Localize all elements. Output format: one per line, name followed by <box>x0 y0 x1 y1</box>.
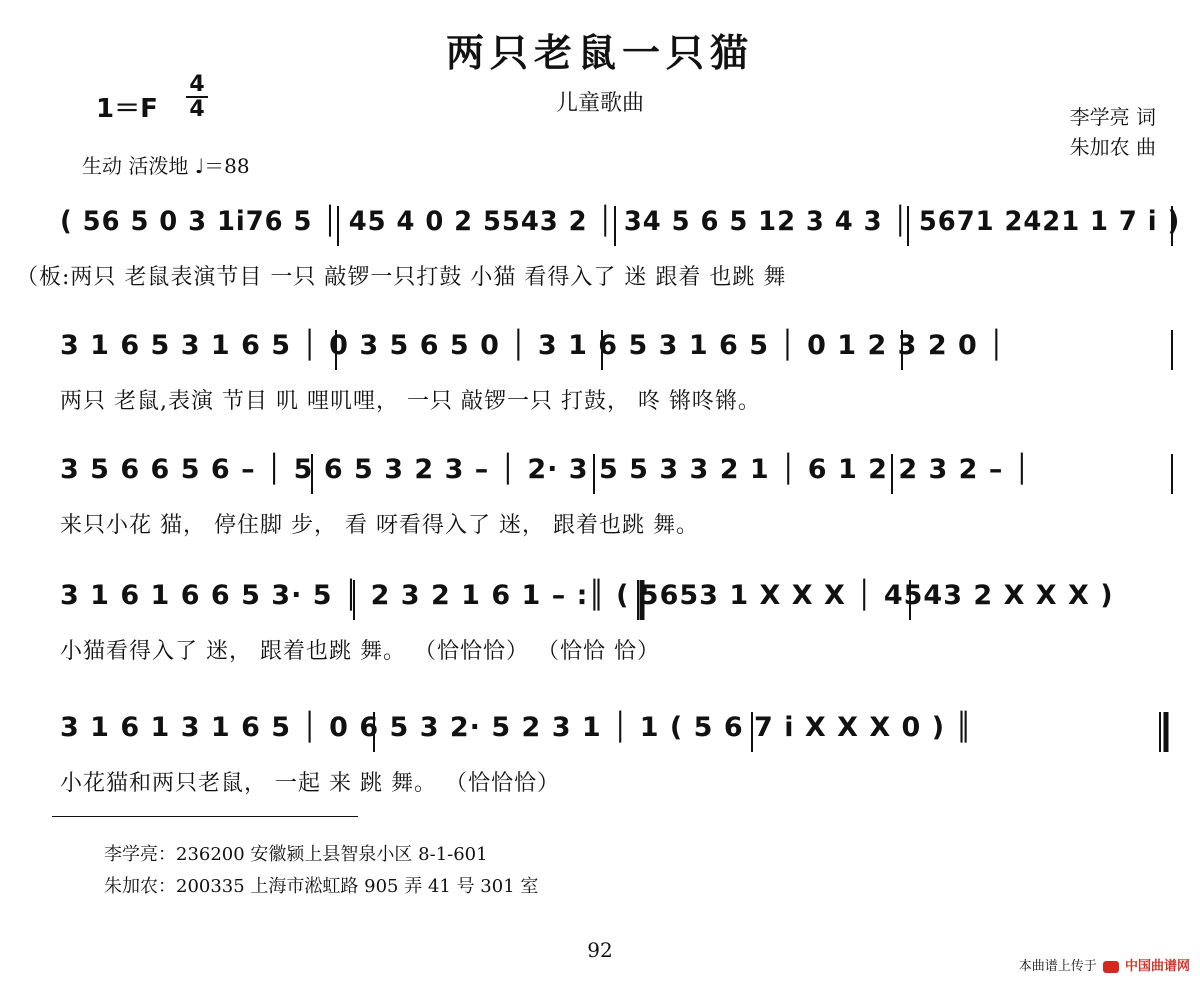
key-signature: 1＝F <box>96 94 158 124</box>
lyrics-line-5: 小花猫和两只老鼠， 一起 来 跳 舞。 （恰恰恰） <box>60 771 560 796</box>
staff-line-2 <box>60 330 1180 430</box>
staff-line-4 <box>60 580 1180 680</box>
time-signature <box>186 74 208 120</box>
time-signature-top: 4 <box>189 72 205 97</box>
notation-line-1: ( 56 5 0 3 1i76 5 │ 45 4 0 2 5543 2 │ 34 5 6 5 12 3 4 3 │ 5671 2421 1 7 i ) <box>60 206 1181 237</box>
staff-line-5 <box>60 712 1180 812</box>
notation-line-5: 3 1 6 1 3 1 6 5 │ 0 6 5 3 2· 5 2 3 1 │ 1 ( 5 6 7 i X X X 0 ) ║ <box>60 712 973 743</box>
lyricist-credit: 李学亮 词 <box>1069 105 1156 129</box>
page-number: 92 <box>587 938 613 962</box>
staff-line-3 <box>60 454 1180 554</box>
footnote-divider <box>52 816 358 817</box>
song-genre: 儿童歌曲 <box>555 91 644 116</box>
notation-line-4: 3 1 6 1 6 6 5 3· 5 │ 2 3 2 1 6 1 – :║ ( 5653 1 X X X │ 4543 2 X X X ) <box>60 580 1114 611</box>
lyrics-line-3: 来只小花 猫， 停住脚 步， 看 呀看得入了 迷， 跟着也跳 舞。 <box>60 513 699 538</box>
lyrics-line-4: 小猫看得入了 迷， 跟着也跳 舞。 （恰恰恰） （恰恰 恰） <box>60 639 660 664</box>
notation-line-2: 3 1 6 5 3 1 6 5 │ 0 3 5 6 5 0 │ 3 1 6 5 3 1 6 5 │ 0 1 2 3 2 0 │ <box>60 330 1006 361</box>
site-name: 中国曲谱网 <box>1124 959 1190 974</box>
time-signature-bottom: 4 <box>189 97 205 122</box>
lyrics-line-1: （板:两只 老鼠表演节目 一只 敲锣一只打鼓 小猫 看得入了 迷 跟着 也跳 舞 <box>16 265 787 290</box>
composer-address: 朱加农：200335 上海市淞虹路 905 弄 41 号 301 室 <box>104 876 539 897</box>
notation-line-3: 3 5 6 6 5 6 – │ 5 6 5 3 2 3 – │ 2· 3 5 5 3 3 2 1 │ 6 1 2 2 3 2 – │ <box>60 454 1032 485</box>
lyricist-address: 李学亮：236200 安徽颍上县智泉小区 8-1-601 <box>104 844 488 865</box>
staff-line-1 <box>16 206 1181 306</box>
site-logo-icon <box>1103 961 1119 973</box>
upload-prefix: 本曲谱上传于 <box>1018 959 1097 974</box>
song-title: 两只老鼠一只猫 <box>445 30 754 75</box>
composer-credit: 朱加农 曲 <box>1069 135 1156 159</box>
lyrics-line-2: 两只 老鼠,表演 节目 叽 哩叽哩， 一只 敲锣一只 打鼓， 咚 锵咚锵。 <box>60 389 761 414</box>
upload-notice <box>1019 955 1190 974</box>
credits <box>1070 102 1156 162</box>
tempo-marking: 生动 活泼地 ♩＝88 <box>82 154 250 178</box>
